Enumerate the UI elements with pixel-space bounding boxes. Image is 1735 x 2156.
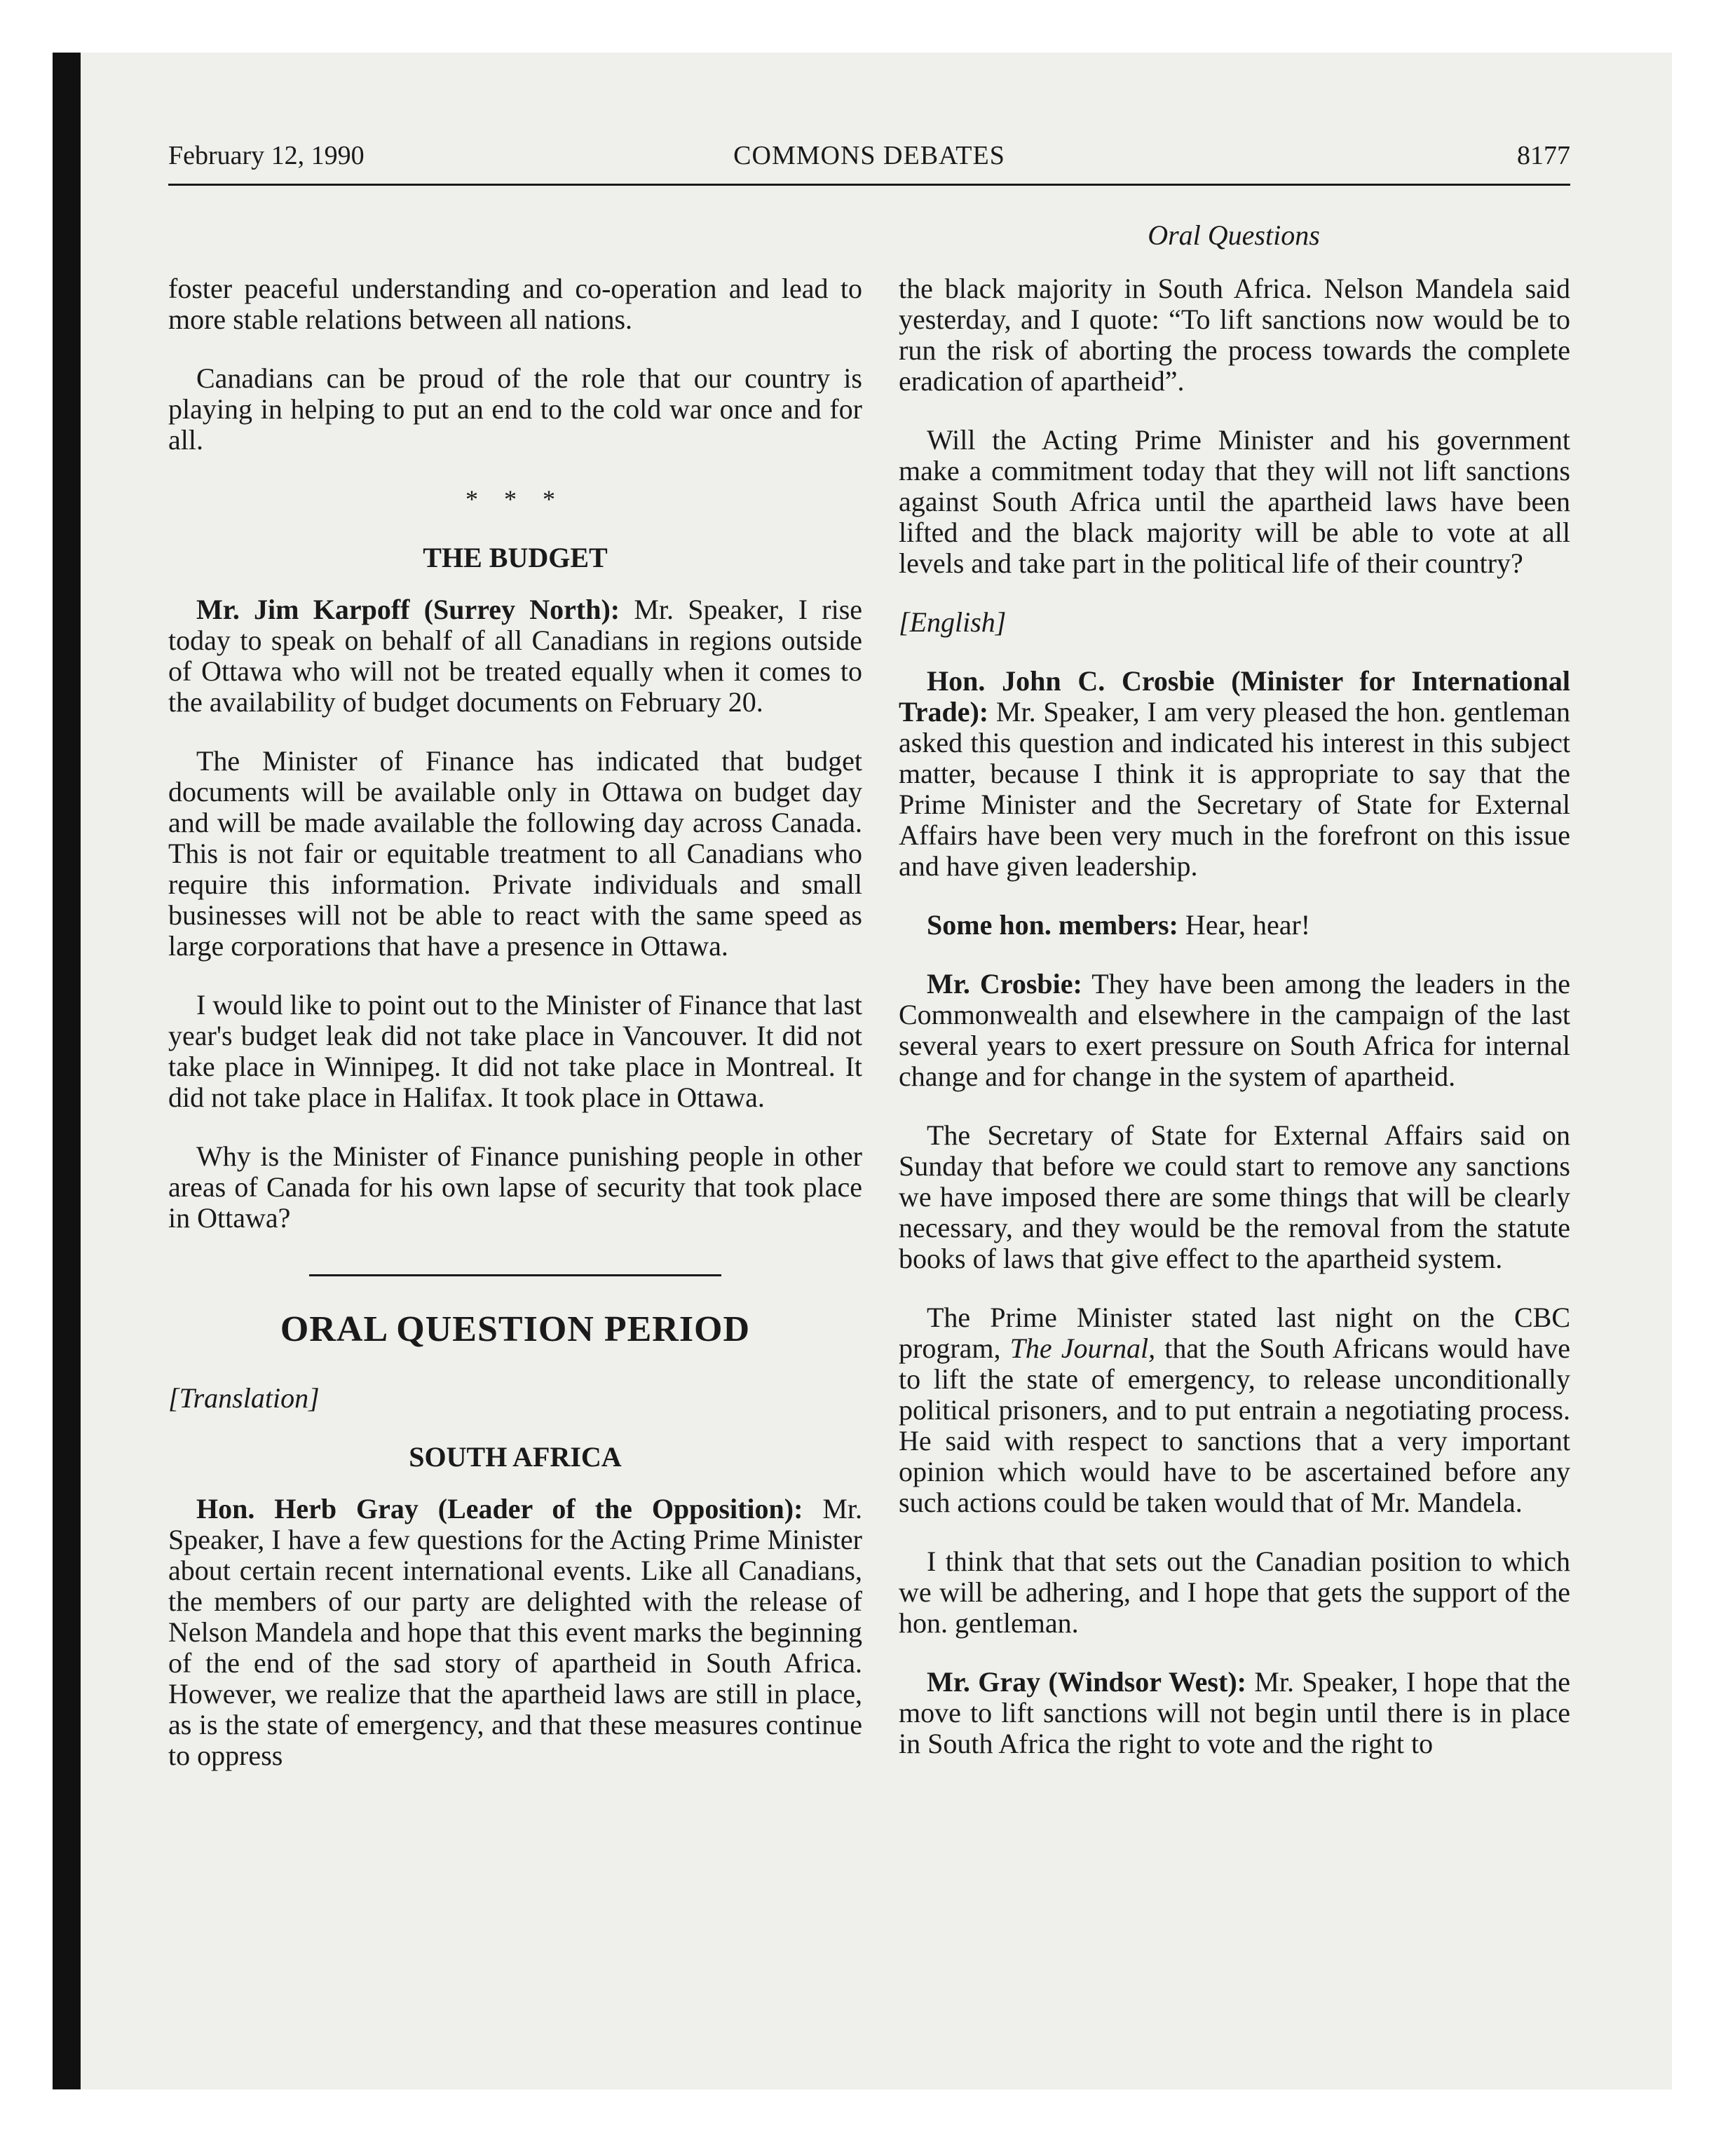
paragraph-prime-minister	[899, 1302, 1570, 1518]
speech-gray	[168, 1494, 862, 1771]
paragraph: Why is the Minister of Finance punishing people in other areas of Canada for his own lapse of security that took place in Ottawa?	[168, 1140, 862, 1234]
speaker-name: Mr. Crosbie:	[927, 968, 1082, 999]
speech-crosbie	[899, 666, 1570, 882]
speech-crosbie-2	[899, 969, 1570, 1092]
running-header	[168, 140, 1570, 182]
header-date: February 12, 1990	[168, 141, 365, 170]
speech-text: Mr. Speaker, I am very pleased the hon. gentleman asked this question and indicated his interest in this subject matter, because I think it is appropriate to say that the Prime Minister and the Secretary of State for External Affairs have been very much in the forefront on this issue and have given leadership.	[899, 696, 1570, 882]
speech-text: Mr. Speaker, I have a few questions for the Acting Prime Minister about certain recent international events. Like all Canadians, the members of our party are delighted with the release of Nelson Mandela and hope that this event marks the beginning of the end of the sad story of apartheid in South Africa. However, we realize that the apartheid laws are still in place, as is the state of emergency, and that these measures continue to oppress	[168, 1493, 863, 1771]
speech-karpoff	[168, 594, 862, 718]
section-rule	[309, 1274, 721, 1276]
paragraph: Canadians can be proud of the role that our country is playing in helping to put an end to the cold war once and for all.	[168, 362, 862, 456]
speech-gray-2	[899, 1667, 1570, 1759]
speech-text: Hear, hear!	[1185, 909, 1311, 941]
speech-members	[899, 910, 1570, 941]
program-title: The Journal,	[1009, 1332, 1156, 1364]
text-segment: The Prime Minister stated last night on the CBC program,	[899, 1302, 1570, 1364]
paragraph: The Secretary of State for External Affairs said on Sunday that before we could start to remove any sanctions we have imposed there are some things that will be clearly necessary, and they would be the removal from the statute books of laws that give effect to the apartheid system.	[899, 1119, 1570, 1274]
english-label	[899, 607, 1570, 638]
speech-text: Mr. Speaker, I rise today to speak on behalf of all Canadians in regions outside of Ottawa who will not be treated equally when it comes to the availability of budget documents on February 20.	[168, 594, 863, 718]
paragraph: Will the Acting Prime Minister and his government make a commitment today that they will not lift sanctions against South Africa until the apartheid laws have been lifted and the black majority will be able to vote at all levels and take part in the political life of their country?	[899, 424, 1570, 579]
paragraph: I would like to point out to the Minister of Finance that last year's budget leak did not take place in Vancouver. It did not take place in Winnipeg. It did not take place in Montreal. It did not take place in Halifax. It took place in Ottawa.	[168, 989, 862, 1113]
speaker-name: Mr. Gray (Windsor West):	[927, 1666, 1246, 1698]
left-column	[168, 273, 862, 1799]
text-segment: that the South Africans would have to lift the state of emergency, to release unconditionally political prisoners, and to put entrain a negotiating process. He said with respect to sanctions that a very important opinion which would have to be ascertained before any such actions could be taken would that of Mr. Mandela.	[899, 1332, 1571, 1518]
heading-oral-question-period: ORAL QUESTION PERIOD	[280, 1309, 751, 1349]
speech-text: They have been among the leaders in the Commonwealth and elsewhere in the campaign of the last several years to exert pressure on South Africa for internal change and for change in the system of apartheid.	[899, 968, 1570, 1092]
paragraph: foster peaceful understanding and co-operation and lead to more stable relations between all nations.	[168, 273, 862, 335]
translation-label-text: [Translation]	[168, 1382, 320, 1414]
paragraph: the black majority in South Africa. Nelson Mandela said yesterday, and I quote: “To lift sanctions now would be to run the risk of aborting the process towards the complete eradication of apartheid”.	[899, 273, 1570, 397]
speaker-name: Hon. John C. Crosbie (Minister for International Trade):	[899, 665, 1570, 728]
translation-label	[168, 1383, 862, 1414]
binding-shadow	[53, 53, 81, 2089]
header-page-number: 8177	[1517, 141, 1570, 170]
heading-south-africa: SOUTH AFRICA	[409, 1441, 622, 1473]
header-publication: COMMONS DEBATES	[733, 141, 1005, 170]
header-rule	[168, 184, 1570, 186]
heading-the-budget: THE BUDGET	[423, 542, 608, 573]
paragraph: The Minister of Finance has indicated that budget documents will be available only in Ottawa on budget day and will be made available the following day across Canada. This is not fair or equitable treatment to all Canadians who require this information. Private individuals and small businesses will not be able to react with the same speed as large corporations that have a presence in Ottawa.	[168, 745, 862, 962]
speaker-name: Some hon. members:	[927, 909, 1178, 941]
section-separator: * * *	[465, 485, 565, 513]
paragraph: I think that that sets out the Canadian position to which we will be adhering, and I hope that gets the support of the hon. gentleman.	[899, 1546, 1570, 1639]
speech-text: Mr. Speaker, I hope that the move to lift sanctions will not begin until there is in place in South Africa the right to vote and the right to	[899, 1666, 1571, 1759]
section-label-oral-questions: Oral Questions	[1148, 219, 1320, 251]
right-column	[899, 273, 1570, 1787]
speaker-name: Mr. Jim Karpoff (Surrey North):	[196, 594, 620, 625]
english-label-text: [English]	[899, 606, 1007, 638]
speaker-name: Hon. Herb Gray (Leader of the Opposition):	[196, 1493, 803, 1524]
